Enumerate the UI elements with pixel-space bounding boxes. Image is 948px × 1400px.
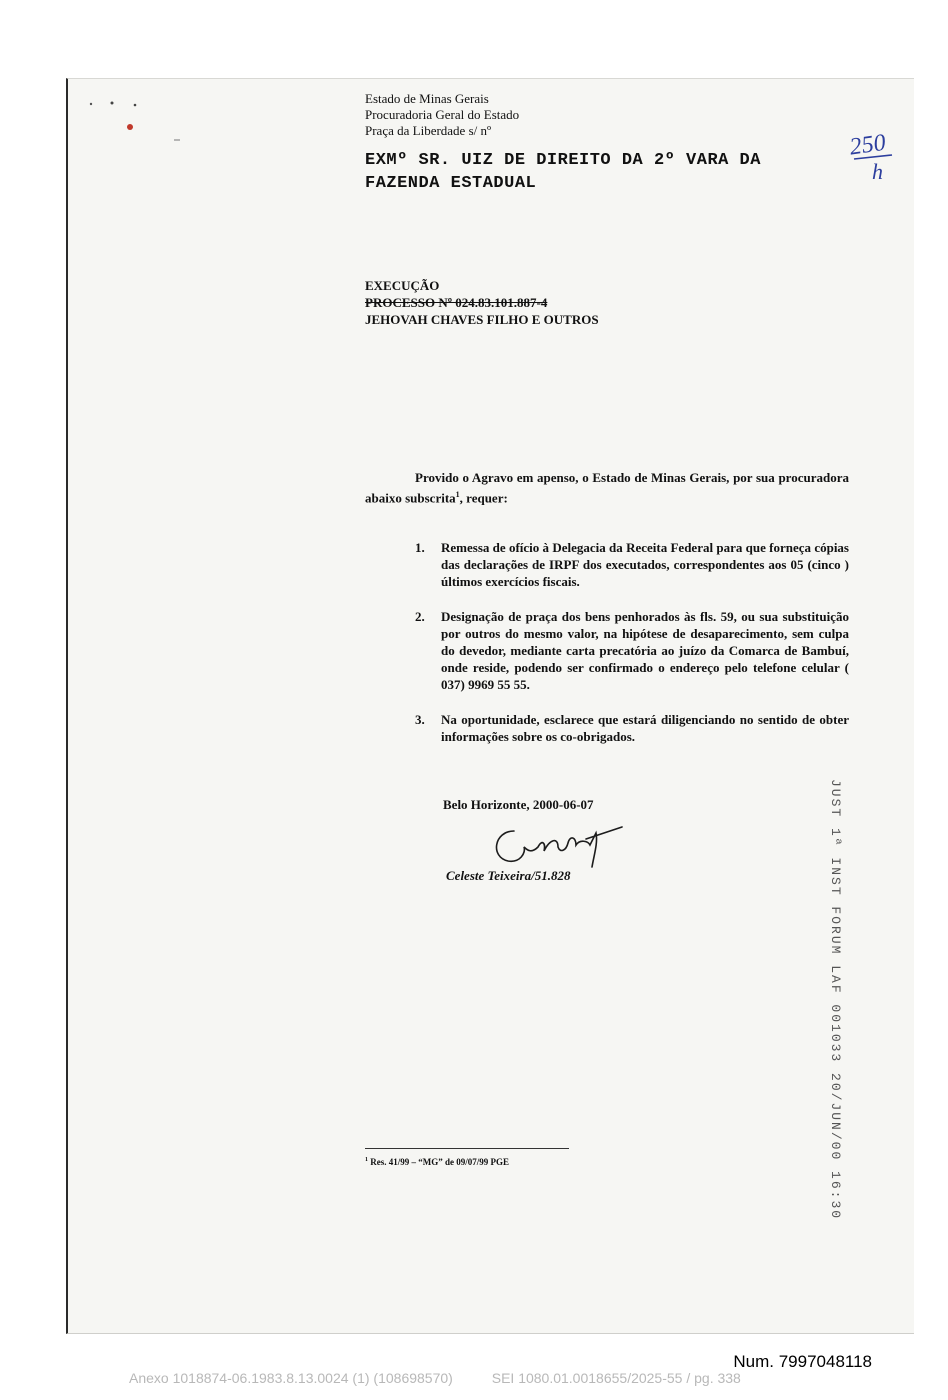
intro-text-end: , requer: — [459, 490, 508, 506]
scan-specks — [88, 99, 208, 159]
letterhead-address: Praça da Liberdade s/ nº — [365, 123, 492, 138]
place-date: Belo Horizonte, 2000-06-07 — [443, 797, 594, 812]
protocol-stamp: JUST 1ª INST FORUM LAF 001033 20/JUN/00 16:30 — [828, 779, 843, 1221]
request-list — [415, 539, 849, 763]
footnote-ref: 1 — [365, 1157, 368, 1163]
list-item-number: 2. — [415, 609, 425, 624]
list-item — [415, 711, 849, 745]
list-item-number: 3. — [415, 712, 425, 727]
footnote-text: Res. 41/99 – “MG” de 09/07/99 PGE — [370, 1157, 509, 1167]
list-item-text: Na oportunidade, esclarece que estará diligenciando no sentido de obter informações sobre os co-obrigados. — [441, 712, 849, 744]
case-header — [365, 277, 599, 328]
footer-annex: Anexo 1018874-06.1983.8.13.0024 (1) (108698570) — [129, 1370, 453, 1386]
letterhead — [365, 91, 519, 139]
intro-paragraph — [365, 469, 849, 506]
addressee-line-2: FAZENDA ESTADUAL — [365, 174, 537, 193]
list-item — [415, 608, 849, 693]
addressee — [365, 149, 761, 195]
handwritten-page-number — [846, 127, 914, 187]
footer-metadata — [129, 1370, 741, 1386]
intro-footnote-ref: 1 — [455, 490, 460, 499]
footnote-divider — [365, 1148, 569, 1149]
handwritten-number: 250 — [848, 129, 888, 161]
case-parties: JEHOVAH CHAVES FILHO E OUTROS — [365, 312, 599, 327]
handwritten-signature — [486, 817, 636, 873]
list-item-text: Remessa de ofício à Delegacia da Receita Federal para que forneça cópias das declarações de IRPF dos executados, correspondentes aos 05 (cinco ) últimos exercícios fiscais. — [441, 540, 849, 589]
scanned-page — [66, 78, 914, 1334]
letterhead-state: Estado de Minas Gerais — [365, 91, 489, 106]
list-item — [415, 539, 849, 590]
intro-text: Provido o Agravo em apenso, o Estado de Minas Gerais, por sua procuradora abaixo subscrita — [365, 470, 849, 506]
case-process-number: PROCESSO Nº 024.83.101.887-4 — [365, 295, 548, 310]
document-number: Num. 7997048118 — [733, 1352, 872, 1371]
footer-sei-page: SEI 1080.01.0018655/2025-55 / pg. 338 — [491, 1370, 741, 1386]
case-type: EXECUÇÃO — [365, 278, 440, 293]
signer-name: Celeste Teixeira/51.828 — [446, 868, 571, 883]
addressee-line-1: EXMº SR. UIZ DE DIREITO DA 2º VARA DA — [365, 151, 761, 170]
list-item-number: 1. — [415, 540, 425, 555]
letterhead-office: Procuradoria Geral do Estado — [365, 107, 520, 122]
footnote — [365, 1157, 509, 1167]
handwritten-initial: h — [872, 159, 883, 184]
list-item-text: Designação de praça dos bens penhorados às fls. 59, ou sua substituição por outros do mesmo valor, na hipótese de desaparecimento, sem culpa do devedor, mediante carta precatória ao juízo da Comarca de Bambuí, onde reside, podendo ser confirmado o endereço pelo telefone celular ( 037) 9969 55 55. — [441, 609, 849, 692]
